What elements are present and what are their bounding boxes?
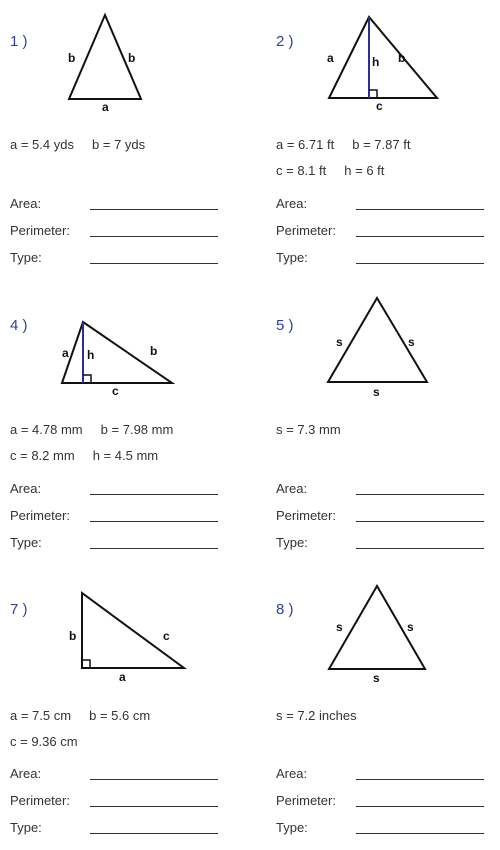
perimeter-label: Perimeter: (276, 223, 336, 238)
equilateral-triangle-figure (321, 582, 441, 685)
side-label-left: b (68, 51, 76, 65)
perimeter-answer-blank[interactable] (90, 521, 218, 522)
side-label-base: s (373, 671, 380, 685)
type-answer-blank[interactable] (356, 833, 484, 834)
side-label-right: b (398, 51, 406, 65)
type-label: Type: (10, 250, 42, 265)
side-label-base: s (373, 385, 380, 399)
perimeter-answer-blank[interactable] (356, 521, 484, 522)
given-values-2: c = 8.2 mm h = 4.5 mm (10, 448, 159, 463)
height-label: h (372, 55, 380, 69)
problem-number: 1 ) (10, 33, 28, 50)
equilateral-triangle-figure (321, 295, 441, 405)
problem-8 (266, 570, 500, 850)
area-answer-blank[interactable] (356, 494, 484, 495)
given-values: s = 7.2 inches (276, 708, 357, 723)
side-label-left: a (62, 346, 69, 360)
perimeter-answer-blank[interactable] (356, 806, 484, 807)
area-answer-blank[interactable] (90, 779, 218, 780)
problem-7 (0, 570, 245, 850)
side-label-base: a (119, 670, 126, 684)
side-label-base: c (376, 99, 383, 113)
area-label: Area: (276, 766, 308, 781)
problem-number: 7 ) (10, 601, 28, 618)
type-answer-blank[interactable] (356, 548, 484, 549)
given-values-2: c = 8.1 ft h = 6 ft (276, 163, 385, 178)
obtuse-triangle-with-height-figure (52, 315, 182, 398)
given-values: a = 4.78 mm b = 7.98 mm (10, 422, 174, 437)
scalene-triangle-with-height-figure (321, 8, 451, 113)
problem-number: 8 ) (276, 601, 294, 618)
area-answer-blank[interactable] (356, 779, 484, 780)
side-label-right: b (128, 51, 136, 65)
height-label: h (87, 348, 95, 362)
type-answer-blank[interactable] (90, 263, 218, 264)
side-label-right: c (163, 629, 170, 643)
problem-number: 4 ) (10, 317, 28, 334)
area-answer-blank[interactable] (90, 494, 218, 495)
perimeter-label: Perimeter: (10, 223, 70, 238)
type-label: Type: (10, 820, 42, 835)
perimeter-label: Perimeter: (10, 508, 70, 523)
problem-1 (0, 0, 245, 280)
given-values: a = 5.4 yds b = 7 yds (10, 137, 146, 152)
perimeter-answer-blank[interactable] (90, 806, 218, 807)
given-values: a = 7.5 cm b = 5.6 cm (10, 708, 151, 723)
area-label: Area: (10, 481, 42, 496)
area-answer-blank[interactable] (90, 209, 218, 210)
side-label-left: s (336, 620, 343, 634)
area-answer-blank[interactable] (356, 209, 484, 210)
type-answer-blank[interactable] (90, 833, 218, 834)
area-label: Area: (10, 766, 42, 781)
type-label: Type: (10, 535, 42, 550)
perimeter-label: Perimeter: (10, 793, 70, 808)
given-values-2: c = 9.36 cm (10, 734, 78, 749)
side-label-right: b (150, 344, 158, 358)
problem-5 (266, 285, 500, 565)
problem-number: 2 ) (276, 33, 294, 50)
side-label-left: s (336, 335, 343, 349)
type-answer-blank[interactable] (90, 548, 218, 549)
type-label: Type: (276, 535, 308, 550)
type-label: Type: (276, 250, 308, 265)
perimeter-answer-blank[interactable] (356, 236, 484, 237)
area-label: Area: (276, 481, 308, 496)
area-label: Area: (10, 196, 42, 211)
type-answer-blank[interactable] (356, 263, 484, 264)
right-triangle-figure (60, 585, 190, 685)
perimeter-label: Perimeter: (276, 508, 336, 523)
given-values: s = 7.3 mm (276, 422, 341, 437)
type-label: Type: (276, 820, 308, 835)
problem-2 (266, 0, 500, 280)
side-label-base: c (112, 384, 119, 398)
side-label-left: b (69, 629, 77, 643)
problem-4 (0, 285, 245, 565)
perimeter-label: Perimeter: (276, 793, 336, 808)
side-label-left: a (327, 51, 334, 65)
side-label-base: a (102, 100, 109, 114)
perimeter-answer-blank[interactable] (90, 236, 218, 237)
problem-number: 5 ) (276, 317, 294, 334)
given-values: a = 6.71 ft b = 7.87 ft (276, 137, 411, 152)
side-label-right: s (407, 620, 414, 634)
side-label-right: s (408, 335, 415, 349)
area-label: Area: (276, 196, 308, 211)
isosceles-triangle-figure (60, 10, 160, 114)
